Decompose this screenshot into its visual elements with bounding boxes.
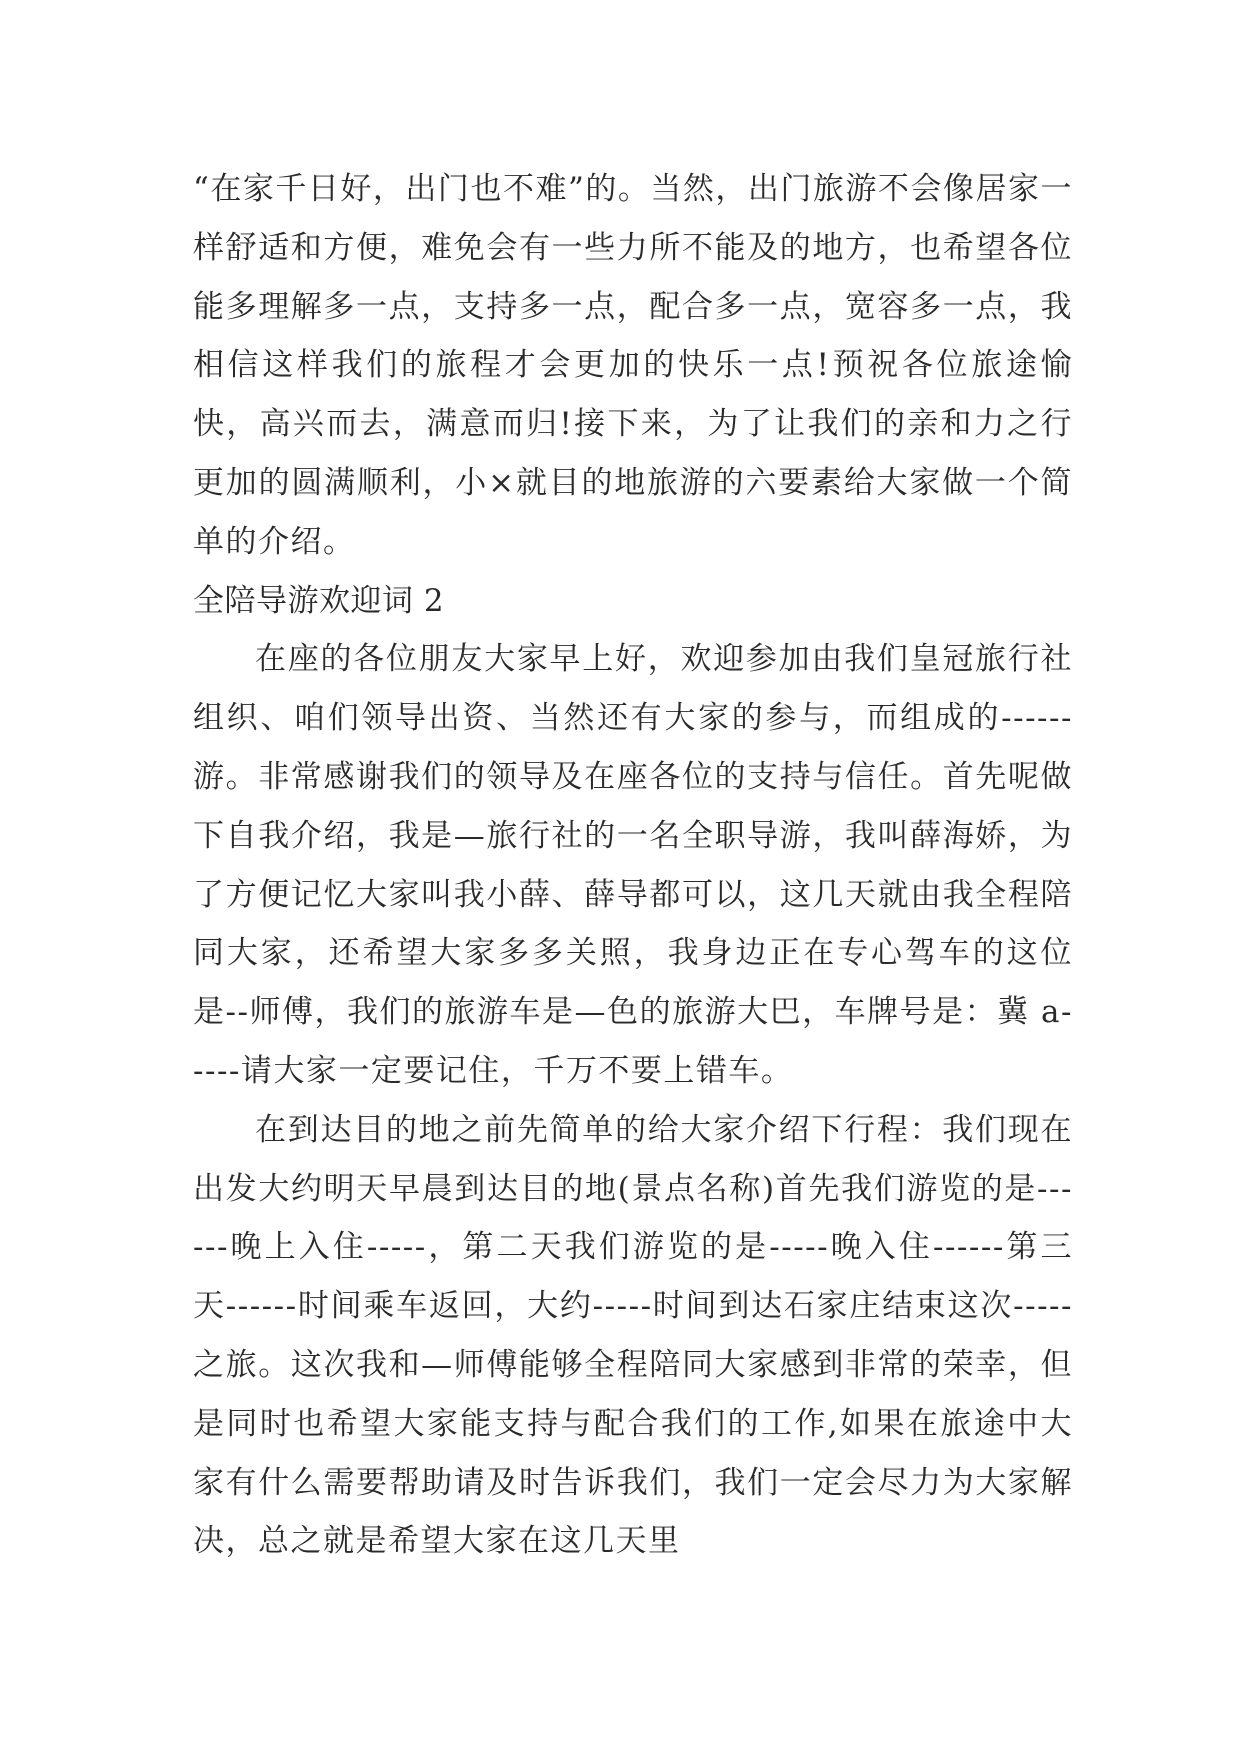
paragraph-itinerary: 在到达目的地之前先简单的给大家介绍下行程：我们现在出发大约明天早晨到达目的地(景点名称)首先我们游览的是------晚上入住-----，第二天我们游览的是-----晚入住------第三天------时间乘车返回，大约-----时间到达石家庄结束这次-----之旅。这次我和—师傅能够全程陪同大家感到非常的荣幸，但是同时也希望大家能支持与配合我们的工作,如果在旅途中大家有什么需要帮助请及时告诉我们，我们一定会尽力为大家解决，总之就是希望大家在这几天里 [193,1111,1073,1560]
paragraph-intro-continuation: “在家千日好，出门也不难”的。当然，出门旅游不会像居家一样舒适和方便，难免会有一些力所不能及的地方，也希望各位能多理解多一点，支持多一点，配合多一点，宽容多一点，我相信这样我们的旅程才会更加的快乐一点!预祝各位旅途愉快，高兴而去，满意而归!接下来，为了让我们的亲和力之行更加的圆满顺利，小×就目的地旅游的六要素给大家做一个简单的介绍。 [193,171,1073,560]
paragraph-self-introduction: 在座的各位朋友大家早上好，欢迎参加由我们皇冠旅行社组织、咱们领导出资、当然还有大家的参与，而组成的------游。非常感谢我们的领导及在座各位的支持与信任。首先呢做下自我介绍，我是—旅行社的一名全职导游，我叫薛海娇，为了方便记忆大家叫我小薛、薛导都可以，这几天就由我全程陪同大家，还希望大家多多关照，我身边正在专心驾车的这位是--师傅，我们的旅游车是—色的旅游大巴，车牌号是：冀 a-----请大家一定要记住，千万不要上错车。 [193,641,1073,1089]
document-body [193,160,1073,1571]
section-heading: 全陪导游欢迎词 2 [193,582,445,619]
